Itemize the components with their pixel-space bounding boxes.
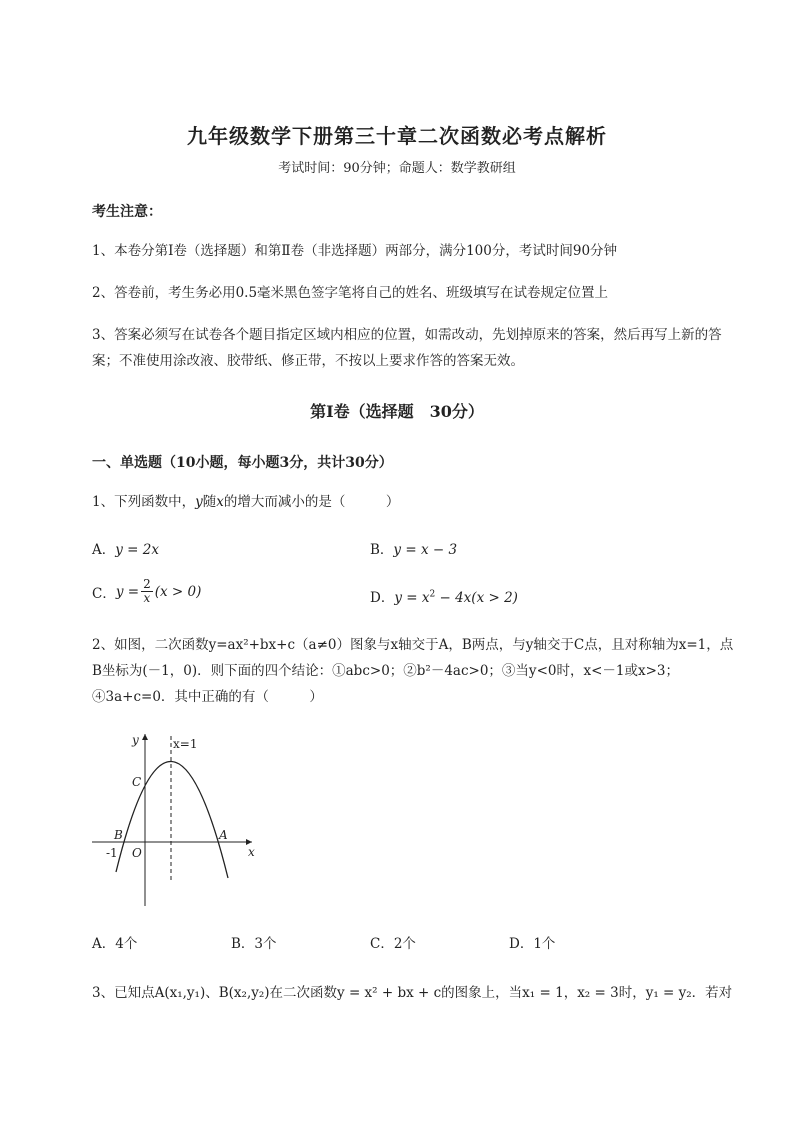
exam-info: 考试时间：90分钟；命题人：数学教研组 — [278, 161, 516, 176]
notice-item-1: 1、本卷分第I卷（选择题）和第Ⅱ卷（非选择题）两部分，满分100分，考试时间90分钟 — [92, 243, 618, 259]
section-title: 第I卷（选择题 30分） — [310, 402, 484, 421]
parabola-graph — [88, 728, 268, 908]
question-1-stem: 1、下列函数中，y随x的增大而减小的是（ ） — [92, 494, 400, 510]
part-heading: 一、单选题（10小题，每小题3分，共计30分） — [92, 455, 393, 471]
point-a-label: A — [219, 828, 228, 842]
neg-one-label: -1 — [106, 846, 118, 860]
x-axis-label: x — [248, 845, 255, 859]
notice-item-2: 2、答卷前，考生务必用0.5毫米黑色签字笔将自己的姓名、班级填写在试卷规定位置上 — [92, 285, 609, 301]
q2-option-d[interactable]: D．1个 — [509, 936, 556, 952]
question-2-stem: 2、如图，二次函数y=ax²+bx+c（a≠0）图象与x轴交于A，B两点，与y轴交于C点，且对称轴为x=1，点B坐标为(－1，0)．则下面的四个结论：①abc>0；②b²－4ac>0；③当y<0时，x<－1或x>3；④3a+c=0．其中正确的有（ ） — [92, 637, 734, 705]
page-title: 九年级数学下册第三十章二次函数必考点解析 — [187, 124, 607, 148]
notice-item-3: 3、答案必须写在试卷各个题目指定区域内相应的位置，如需改动，先划掉原来的答案，然后再写上新的答案；不准使用涂改液、胶带纸、修正带，不按以上要求作答的答案无效。 — [92, 327, 722, 369]
q1-option-a[interactable]: A．y = 2x — [92, 542, 159, 558]
q2-option-b[interactable]: B．3个 — [231, 936, 277, 952]
q2-option-c[interactable]: C．2个 — [370, 936, 416, 952]
y-axis-label: y — [132, 733, 139, 747]
q1-option-b[interactable]: B．y = x − 3 — [370, 542, 458, 558]
notice-heading: 考生注意： — [92, 204, 162, 220]
origin-label: O — [132, 846, 142, 860]
q2-option-a[interactable]: A．4个 — [92, 936, 138, 952]
point-b-label: B — [114, 828, 123, 842]
fraction: $\frac{2}{x}$ — [143, 577, 151, 605]
point-c-label: C — [132, 775, 142, 789]
q1-option-c[interactable]: C． y = $\frac{2}{x}$ (x > 0) — [92, 577, 202, 605]
symmetry-label: x=1 — [173, 737, 198, 751]
q1-option-d[interactable]: D．$y = x^2 - 4x(x > 2)$ — [370, 589, 518, 606]
question-3-stem: 3、已知点A(x₁,y₁)、B(x₂,y₂)在二次函数y = x² + bx + c的图象上，当x₁ = 1，x₂ = 3时，y₁ = y₂．若对 — [92, 985, 733, 1001]
